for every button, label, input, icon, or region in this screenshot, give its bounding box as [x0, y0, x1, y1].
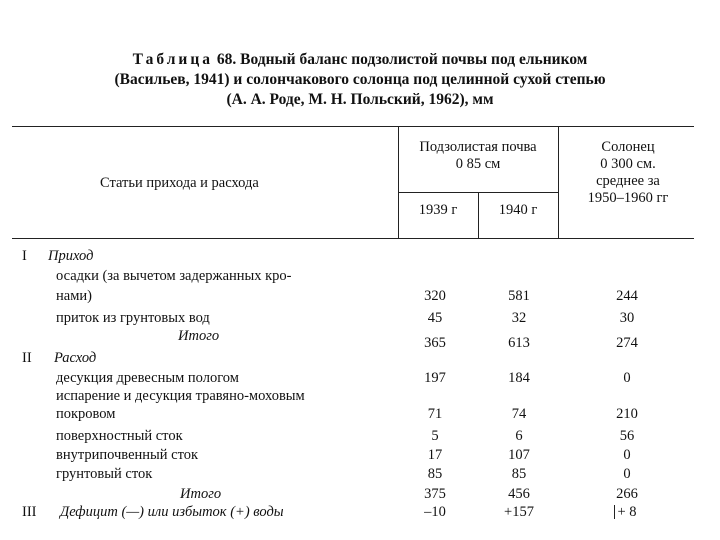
table-row-ground — [0, 464, 720, 484]
cell-1940: +157 — [504, 504, 534, 520]
cell-solonets: 30 — [619, 310, 635, 326]
group2-line-1: Солонец — [601, 139, 655, 155]
row-label: приток из грунтовых вод — [56, 310, 210, 326]
cell-1939: 375 — [424, 486, 446, 502]
row-label: поверхностный сток — [56, 428, 183, 444]
title-text-1: Водный баланс подзолистой почвы под ельником — [240, 51, 588, 68]
cell-solonets: 0 — [623, 447, 631, 463]
table-row-intrasoil — [0, 445, 720, 465]
row-label: нами) — [56, 288, 92, 304]
row-label: грунтовый сток — [56, 466, 153, 482]
group2-header — [562, 139, 694, 207]
cell-solonets: 274 — [616, 335, 638, 351]
group2-line-3: среднее за — [596, 173, 660, 189]
row-label: испарение и десукция травяно-моховым — [56, 388, 305, 404]
table-row-evap-2 — [0, 404, 720, 424]
section-deficit — [0, 502, 720, 522]
table-row-total-out — [0, 484, 720, 504]
cell-solonets: 0 — [623, 370, 631, 386]
cell-1939: 71 — [427, 406, 443, 422]
cell-solonets: 244 — [616, 288, 638, 304]
section-number: III — [22, 504, 37, 520]
header-bottom-rule — [12, 238, 694, 239]
cell-1940: 32 — [511, 310, 527, 326]
cell-1940: 184 — [508, 370, 530, 386]
table-row-evap-1 — [0, 386, 720, 406]
total-label: Итого — [178, 328, 220, 344]
group1-header — [398, 139, 558, 173]
table-row-precip-2 — [0, 286, 720, 306]
group1-line-1: Подзолистая почва — [419, 139, 537, 155]
cell-1939: 5 — [431, 428, 439, 444]
section-income — [0, 246, 720, 266]
row-label-header: Статьи прихода и расхода — [100, 175, 259, 191]
section-title: Расход — [54, 350, 97, 366]
cell-solonets: 56 — [619, 428, 635, 444]
cell-1939: 197 — [424, 370, 446, 386]
cell-1940: 6 — [515, 428, 523, 444]
cell-solonets: 266 — [616, 486, 638, 502]
cell-1940: 74 — [511, 406, 527, 422]
cell-1939: –10 — [424, 504, 446, 520]
year-1939-header: 1939 г — [418, 202, 458, 218]
year-1940-header: 1940 г — [498, 202, 538, 218]
row-label: внутрипочвенный сток — [56, 447, 199, 463]
row-label: десукция древесным пологом — [56, 370, 239, 386]
cell-1940: 107 — [508, 447, 530, 463]
section-number: II — [22, 350, 32, 366]
group2-line-2: 0 300 см. — [600, 156, 656, 172]
group1-line-2: 0 85 см — [455, 156, 501, 172]
section-number: I — [22, 248, 27, 264]
cell-1939: 17 — [427, 447, 443, 463]
cell-solonets: 210 — [616, 406, 638, 422]
title-number: 68. — [216, 51, 237, 68]
cell-1940: 581 — [508, 288, 530, 304]
total-label: Итого — [180, 486, 222, 502]
column-divider-3 — [558, 126, 559, 238]
cell-1939: 45 — [427, 310, 443, 326]
table-title — [0, 50, 720, 110]
row-label: осадки (за вычетом задержанных кро- — [56, 268, 292, 284]
table-row-desuction — [0, 368, 720, 388]
title-line-2: (Васильев, 1941) и солончакового солонца под целинной сухой степью — [114, 71, 606, 88]
section-title: Дефицит (—) или избыток (+) воды — [60, 504, 284, 520]
cell-1940: 85 — [511, 466, 527, 482]
table-row-precip-1 — [0, 266, 720, 286]
table-top-rule — [12, 126, 694, 127]
cell-1939: 365 — [424, 335, 446, 351]
cell-1939: 85 — [427, 466, 443, 482]
table-row-groundwater — [0, 308, 720, 328]
table-row-surface — [0, 426, 720, 446]
row-label: покровом — [56, 406, 116, 422]
section-expense — [0, 348, 720, 368]
title-line-1 — [0, 50, 720, 70]
title-label: Таблица — [132, 51, 214, 68]
cell-solonets: + 8 — [617, 504, 637, 520]
group2-line-4: 1950–1960 гг — [587, 190, 669, 206]
title-line-3: (А. А. Роде, М. Н. Польский, 1962), мм — [226, 91, 494, 108]
cell-marker-line — [614, 505, 615, 519]
cell-solonets: 0 — [623, 466, 631, 482]
cell-1940: 613 — [508, 335, 530, 351]
cell-1939: 320 — [424, 288, 446, 304]
cell-1940: 456 — [508, 486, 530, 502]
section-title: Приход — [48, 248, 94, 264]
